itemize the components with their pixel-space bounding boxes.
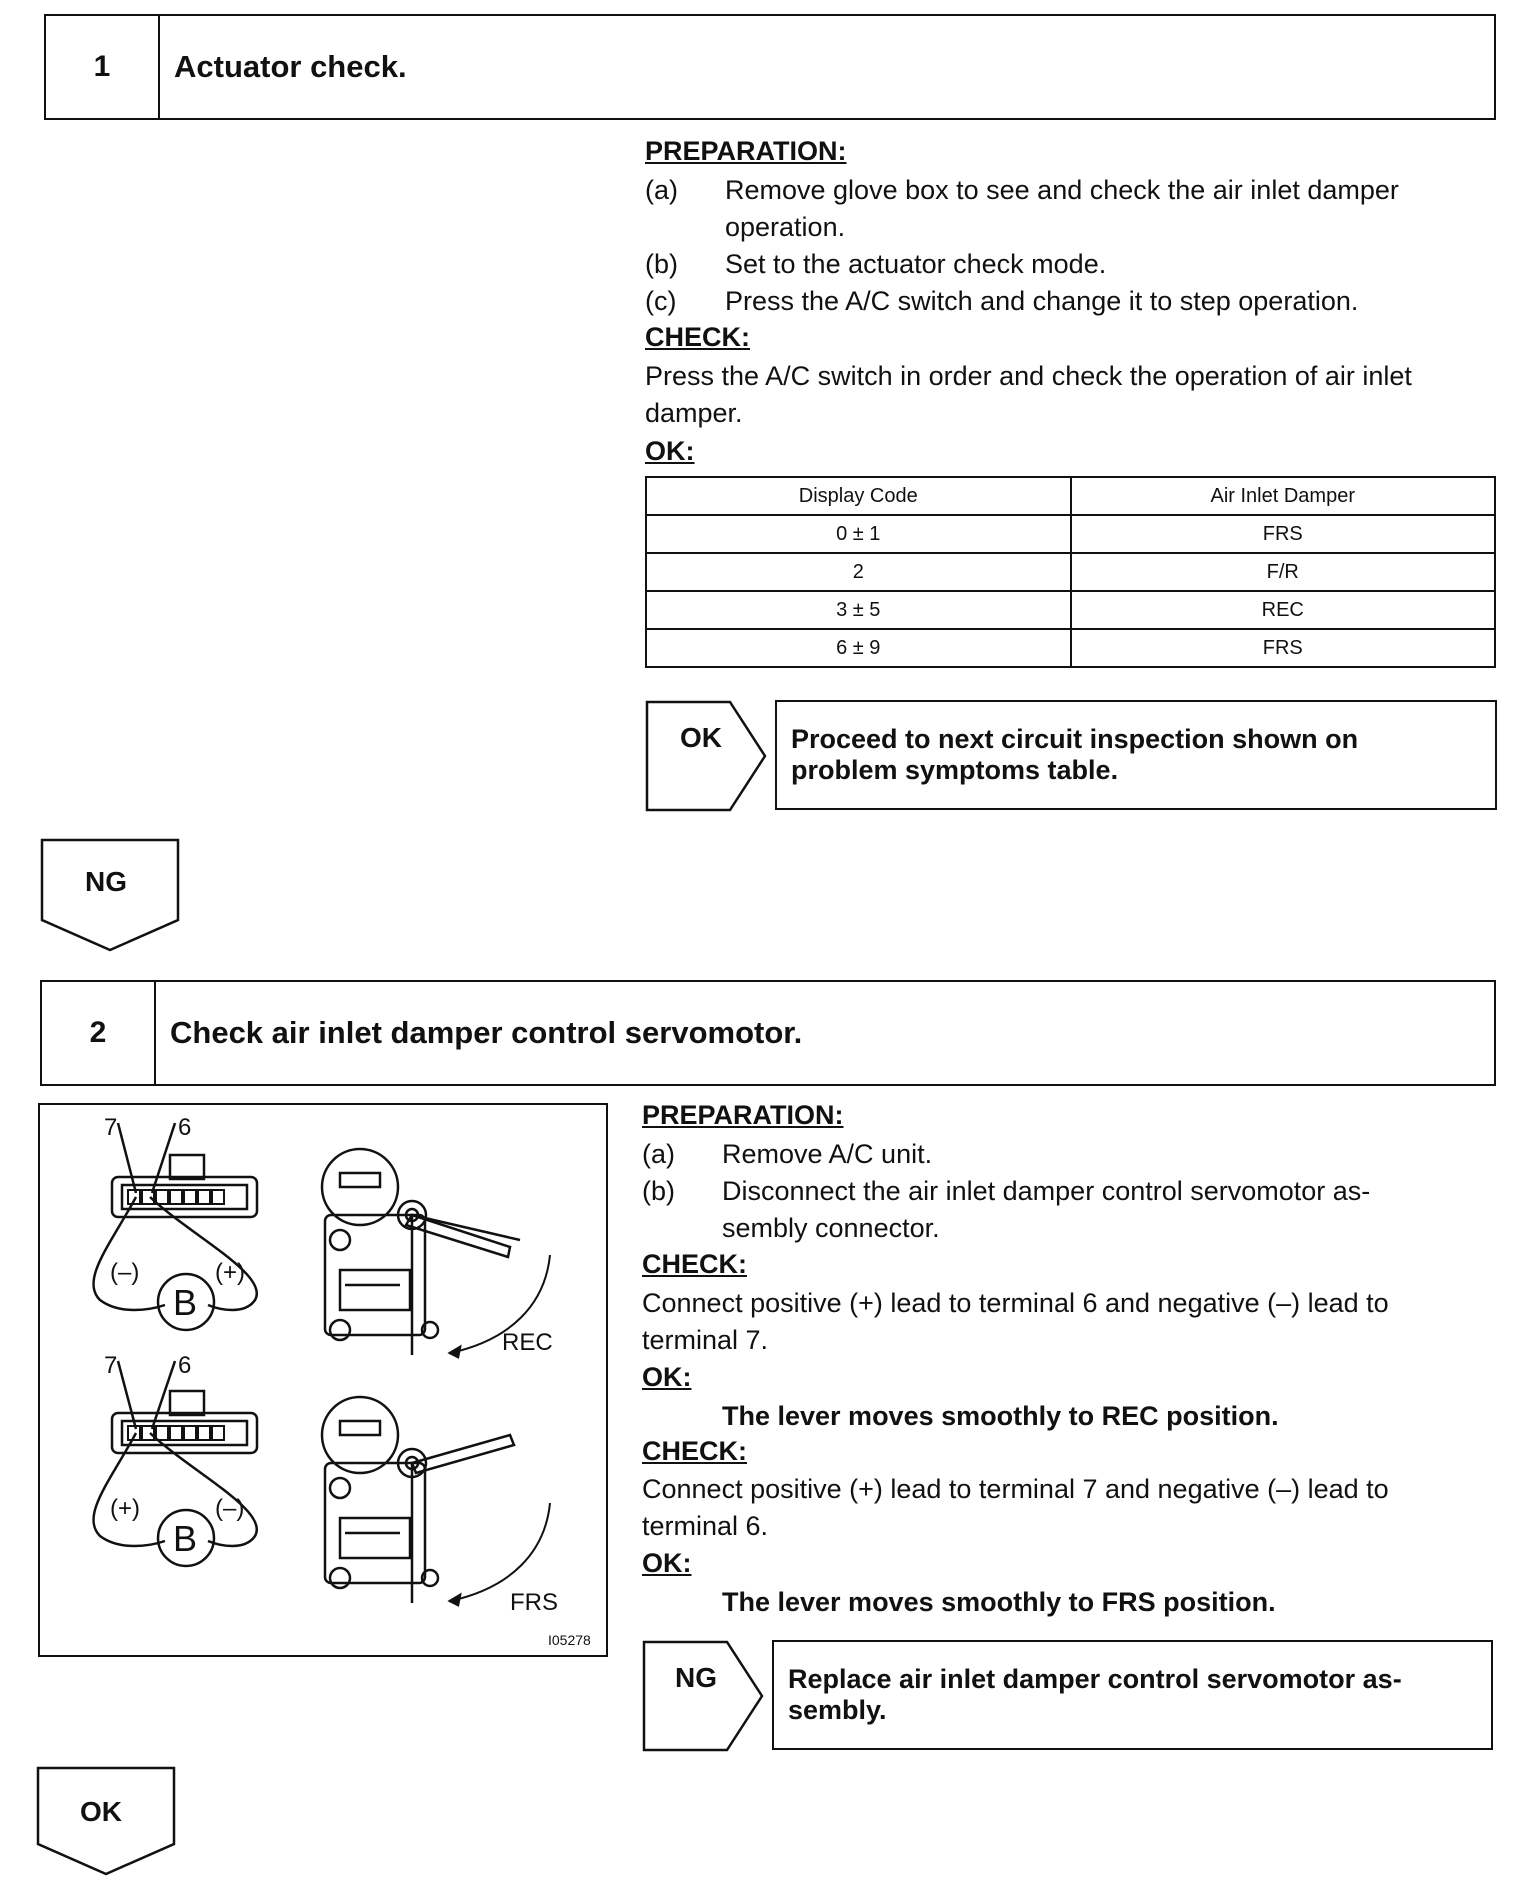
prep-text: Remove A/C unit.: [722, 1139, 933, 1169]
prep-line: sembly connector.: [722, 1213, 940, 1243]
top-positive-sign: (+): [215, 1259, 245, 1286]
table-row: [646, 553, 1495, 591]
bottom-terminal-6-label: 6: [178, 1352, 192, 1379]
prep-line: Disconnect the air inlet damper control servomotor as-: [722, 1176, 1371, 1206]
step1-prep-b: [645, 246, 1505, 283]
prep-line: Remove glove box to see and check the air inlet damper: [725, 175, 1399, 205]
prep-text: [722, 1173, 1497, 1247]
display-code-table: [645, 476, 1496, 668]
bottom-terminal-7-label: 7: [104, 1352, 118, 1379]
bottom-negative-sign: (–): [215, 1495, 245, 1522]
step2-ng-tag: NG: [675, 1662, 717, 1693]
prep-key: (a): [642, 1139, 675, 1169]
step2-ng-arrow-shape: [642, 1640, 767, 1752]
table-row: [646, 591, 1495, 629]
step1-check-text: [645, 358, 1515, 432]
result-line: sembly.: [788, 1695, 887, 1725]
table-cell: 2: [646, 553, 1071, 591]
rec-position-label: REC: [502, 1329, 553, 1356]
step2-prep-b: [642, 1173, 1502, 1247]
step1-preparation-label: PREPARATION:: [645, 136, 847, 166]
prep-text: [725, 172, 1399, 246]
step1-check-label: CHECK:: [645, 322, 750, 352]
prep-key: (c): [645, 286, 677, 316]
table-cell: 3 ± 5: [646, 591, 1071, 629]
step1-number: 1: [46, 16, 160, 118]
step2-ok1-label: OK:: [642, 1362, 692, 1392]
step2-check1-label: CHECK:: [642, 1249, 747, 1279]
step1-ok-arrow-shape: [645, 700, 770, 812]
step2-ok2-label: OK:: [642, 1548, 692, 1578]
step2-prep-a: [642, 1136, 1502, 1173]
table-cell: F/R: [1071, 553, 1496, 591]
table-row: [646, 515, 1495, 553]
check-line: Connect positive (+) lead to terminal 7 and negative (–) lead to: [642, 1474, 1389, 1504]
prep-text: Set to the actuator check mode.: [725, 249, 1107, 279]
step1-title: Actuator check.: [174, 49, 407, 84]
table-header-cell: Display Code: [646, 477, 1071, 515]
step2-number: 2: [42, 982, 156, 1084]
check-line: Press the A/C switch in order and check the operation of air inlet: [645, 361, 1412, 391]
table-header-row: [646, 477, 1495, 515]
table-cell: FRS: [1071, 629, 1496, 667]
step2-result-text: [788, 1664, 1478, 1726]
check-line: terminal 7.: [642, 1325, 769, 1355]
table-cell: 6 ± 9: [646, 629, 1071, 667]
step2-check2-text: [642, 1471, 1512, 1545]
step1-prep-a: [645, 172, 1505, 246]
bottom-positive-sign: (+): [110, 1495, 140, 1522]
step1-ng-flow-label: NG: [85, 866, 127, 897]
servomotor-figure: [38, 1103, 608, 1657]
prep-line: operation.: [725, 212, 846, 242]
table-header-cell: Air Inlet Damper: [1071, 477, 1496, 515]
result-line: problem symptoms table.: [791, 755, 1119, 785]
step1-header: [44, 14, 1496, 120]
prep-key: (b): [645, 249, 678, 279]
step2-header: [40, 980, 1496, 1086]
bottom-battery-label: B: [173, 1518, 198, 1559]
table-row: [646, 629, 1495, 667]
step1-result-text: [791, 724, 1481, 786]
check-line: terminal 6.: [642, 1511, 769, 1541]
step1-prep-c: [645, 283, 1505, 320]
table-cell: 0 ± 1: [646, 515, 1071, 553]
servomotor-diagram: [40, 1105, 606, 1655]
top-battery-label: B: [173, 1282, 198, 1323]
step2-ok-flow-label: OK: [80, 1796, 122, 1827]
step1-ok-tag: OK: [680, 722, 722, 753]
result-line: Replace air inlet damper control servomotor as-: [788, 1664, 1402, 1694]
result-line: Proceed to next circuit inspection shown on: [791, 724, 1359, 754]
step2-check2-label: CHECK:: [642, 1436, 747, 1466]
step1-ok-label: OK:: [645, 436, 695, 466]
step2-check1-text: [642, 1285, 1512, 1359]
check-line: Connect positive (+) lead to terminal 6 and negative (–) lead to: [642, 1288, 1389, 1318]
check-line: damper.: [645, 398, 743, 428]
step1-result-box: [775, 700, 1497, 810]
step2-result-box: [772, 1640, 1493, 1750]
step2-preparation-label: PREPARATION:: [642, 1100, 844, 1130]
top-negative-sign: (–): [110, 1259, 140, 1286]
frs-position-label: FRS: [510, 1589, 558, 1616]
step2-title: Check air inlet damper control servomotor.: [170, 1015, 803, 1050]
table-cell: REC: [1071, 591, 1496, 629]
top-terminal-6-label: 6: [178, 1114, 192, 1141]
prep-key: (b): [642, 1176, 675, 1206]
prep-key: (a): [645, 175, 678, 205]
top-terminal-7-label: 7: [104, 1114, 118, 1141]
step2-ok2text: The lever moves smoothly to FRS position.: [722, 1587, 1276, 1617]
step2-ok1-text: The lever moves smoothly to REC position.: [722, 1401, 1279, 1431]
prep-text: Press the A/C switch and change it to step operation.: [725, 286, 1359, 316]
figure-code: I05278: [548, 1632, 591, 1648]
table-cell: FRS: [1071, 515, 1496, 553]
